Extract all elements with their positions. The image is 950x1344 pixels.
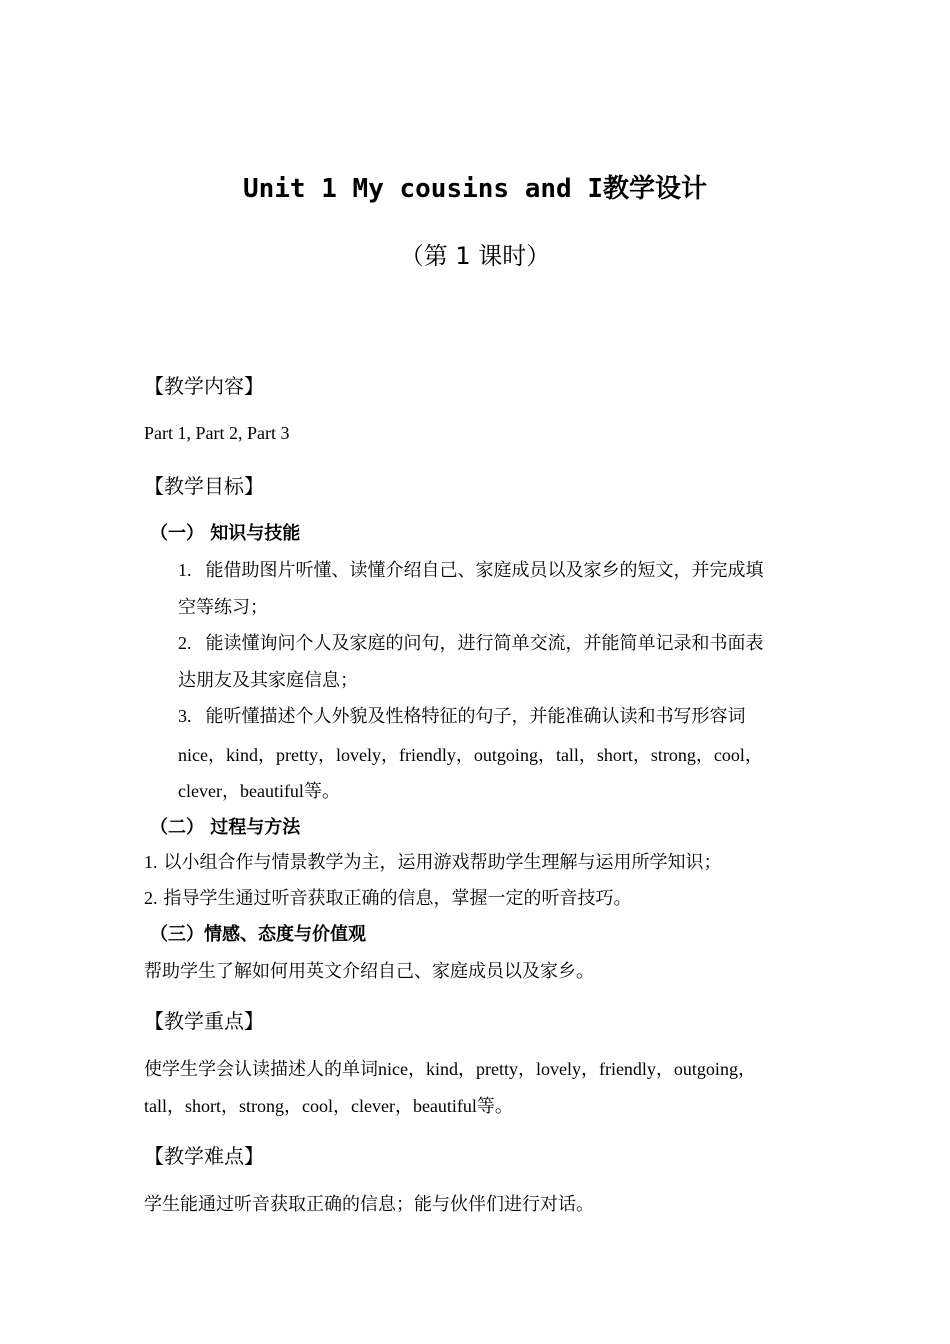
content-text: Part 1, Part 2, Part 3 — [144, 423, 290, 443]
section-heading-key-points: 【教学重点】 — [144, 1009, 264, 1033]
title-english: Unit 1 My cousins and I — [242, 174, 603, 204]
document-subtitle: （第 1 课时） — [399, 242, 551, 270]
key-points-line1: 使学生学会认读描述人的单词nice，kind，pretty，lovely，friendly，outgoing， — [144, 1059, 756, 1080]
knowledge-item-2-line1: 2. 能读懂询问个人及家庭的问句，进行简单交流，并能简单记录和书面表 — [178, 633, 764, 654]
subheading-process: （二） 过程与方法 — [150, 817, 301, 838]
subheading-values: （三）情感、态度与价值观 — [150, 924, 366, 945]
item-number: 1. — [178, 560, 192, 580]
section-heading-objectives: 【教学目标】 — [144, 474, 264, 498]
document-title — [0, 168, 950, 205]
process-item-1: 1. 以小组合作与情景教学为主，运用游戏帮助学生理解与运用所学知识； — [144, 852, 722, 873]
knowledge-item-3-line3: clever，beautiful等。 — [178, 781, 340, 802]
item-number: 2. — [178, 633, 192, 653]
section-heading-content: 【教学内容】 — [144, 374, 264, 398]
knowledge-item-3-line1: 3. 能听懂描述个人外貌及性格特征的句子，并能准确认读和书写形容词 — [178, 706, 746, 727]
item-number: 1. — [144, 852, 158, 872]
title-chinese: 教学设计 — [603, 174, 708, 204]
key-points-line2: tall，short，strong，cool，clever，beautiful等。 — [144, 1096, 513, 1117]
values-text: 帮助学生了解如何用英文介绍自己、家庭成员以及家乡。 — [144, 961, 594, 982]
item-number: 3. — [178, 706, 192, 726]
knowledge-item-2-line2: 达朋友及其家庭信息； — [178, 670, 358, 691]
subheading-knowledge: （一） 知识与技能 — [150, 523, 301, 544]
process-item-2: 2. 指导学生通过听音获取正确的信息，掌握一定的听音技巧。 — [144, 888, 632, 909]
knowledge-item-1-line2: 空等练习； — [178, 597, 268, 618]
knowledge-item-1-line1: 1. 能借助图片听懂、读懂介绍自己、家庭成员以及家乡的短文，并完成填 — [178, 560, 764, 581]
difficulties-text: 学生能通过听音获取正确的信息；能与伙伴们进行对话。 — [144, 1194, 594, 1215]
item-number: 2. — [144, 888, 158, 908]
section-heading-difficulties: 【教学难点】 — [144, 1144, 264, 1168]
knowledge-item-3-line2: nice，kind，pretty，lovely，friendly，outgoing，tall，short，strong，cool， — [178, 745, 763, 765]
